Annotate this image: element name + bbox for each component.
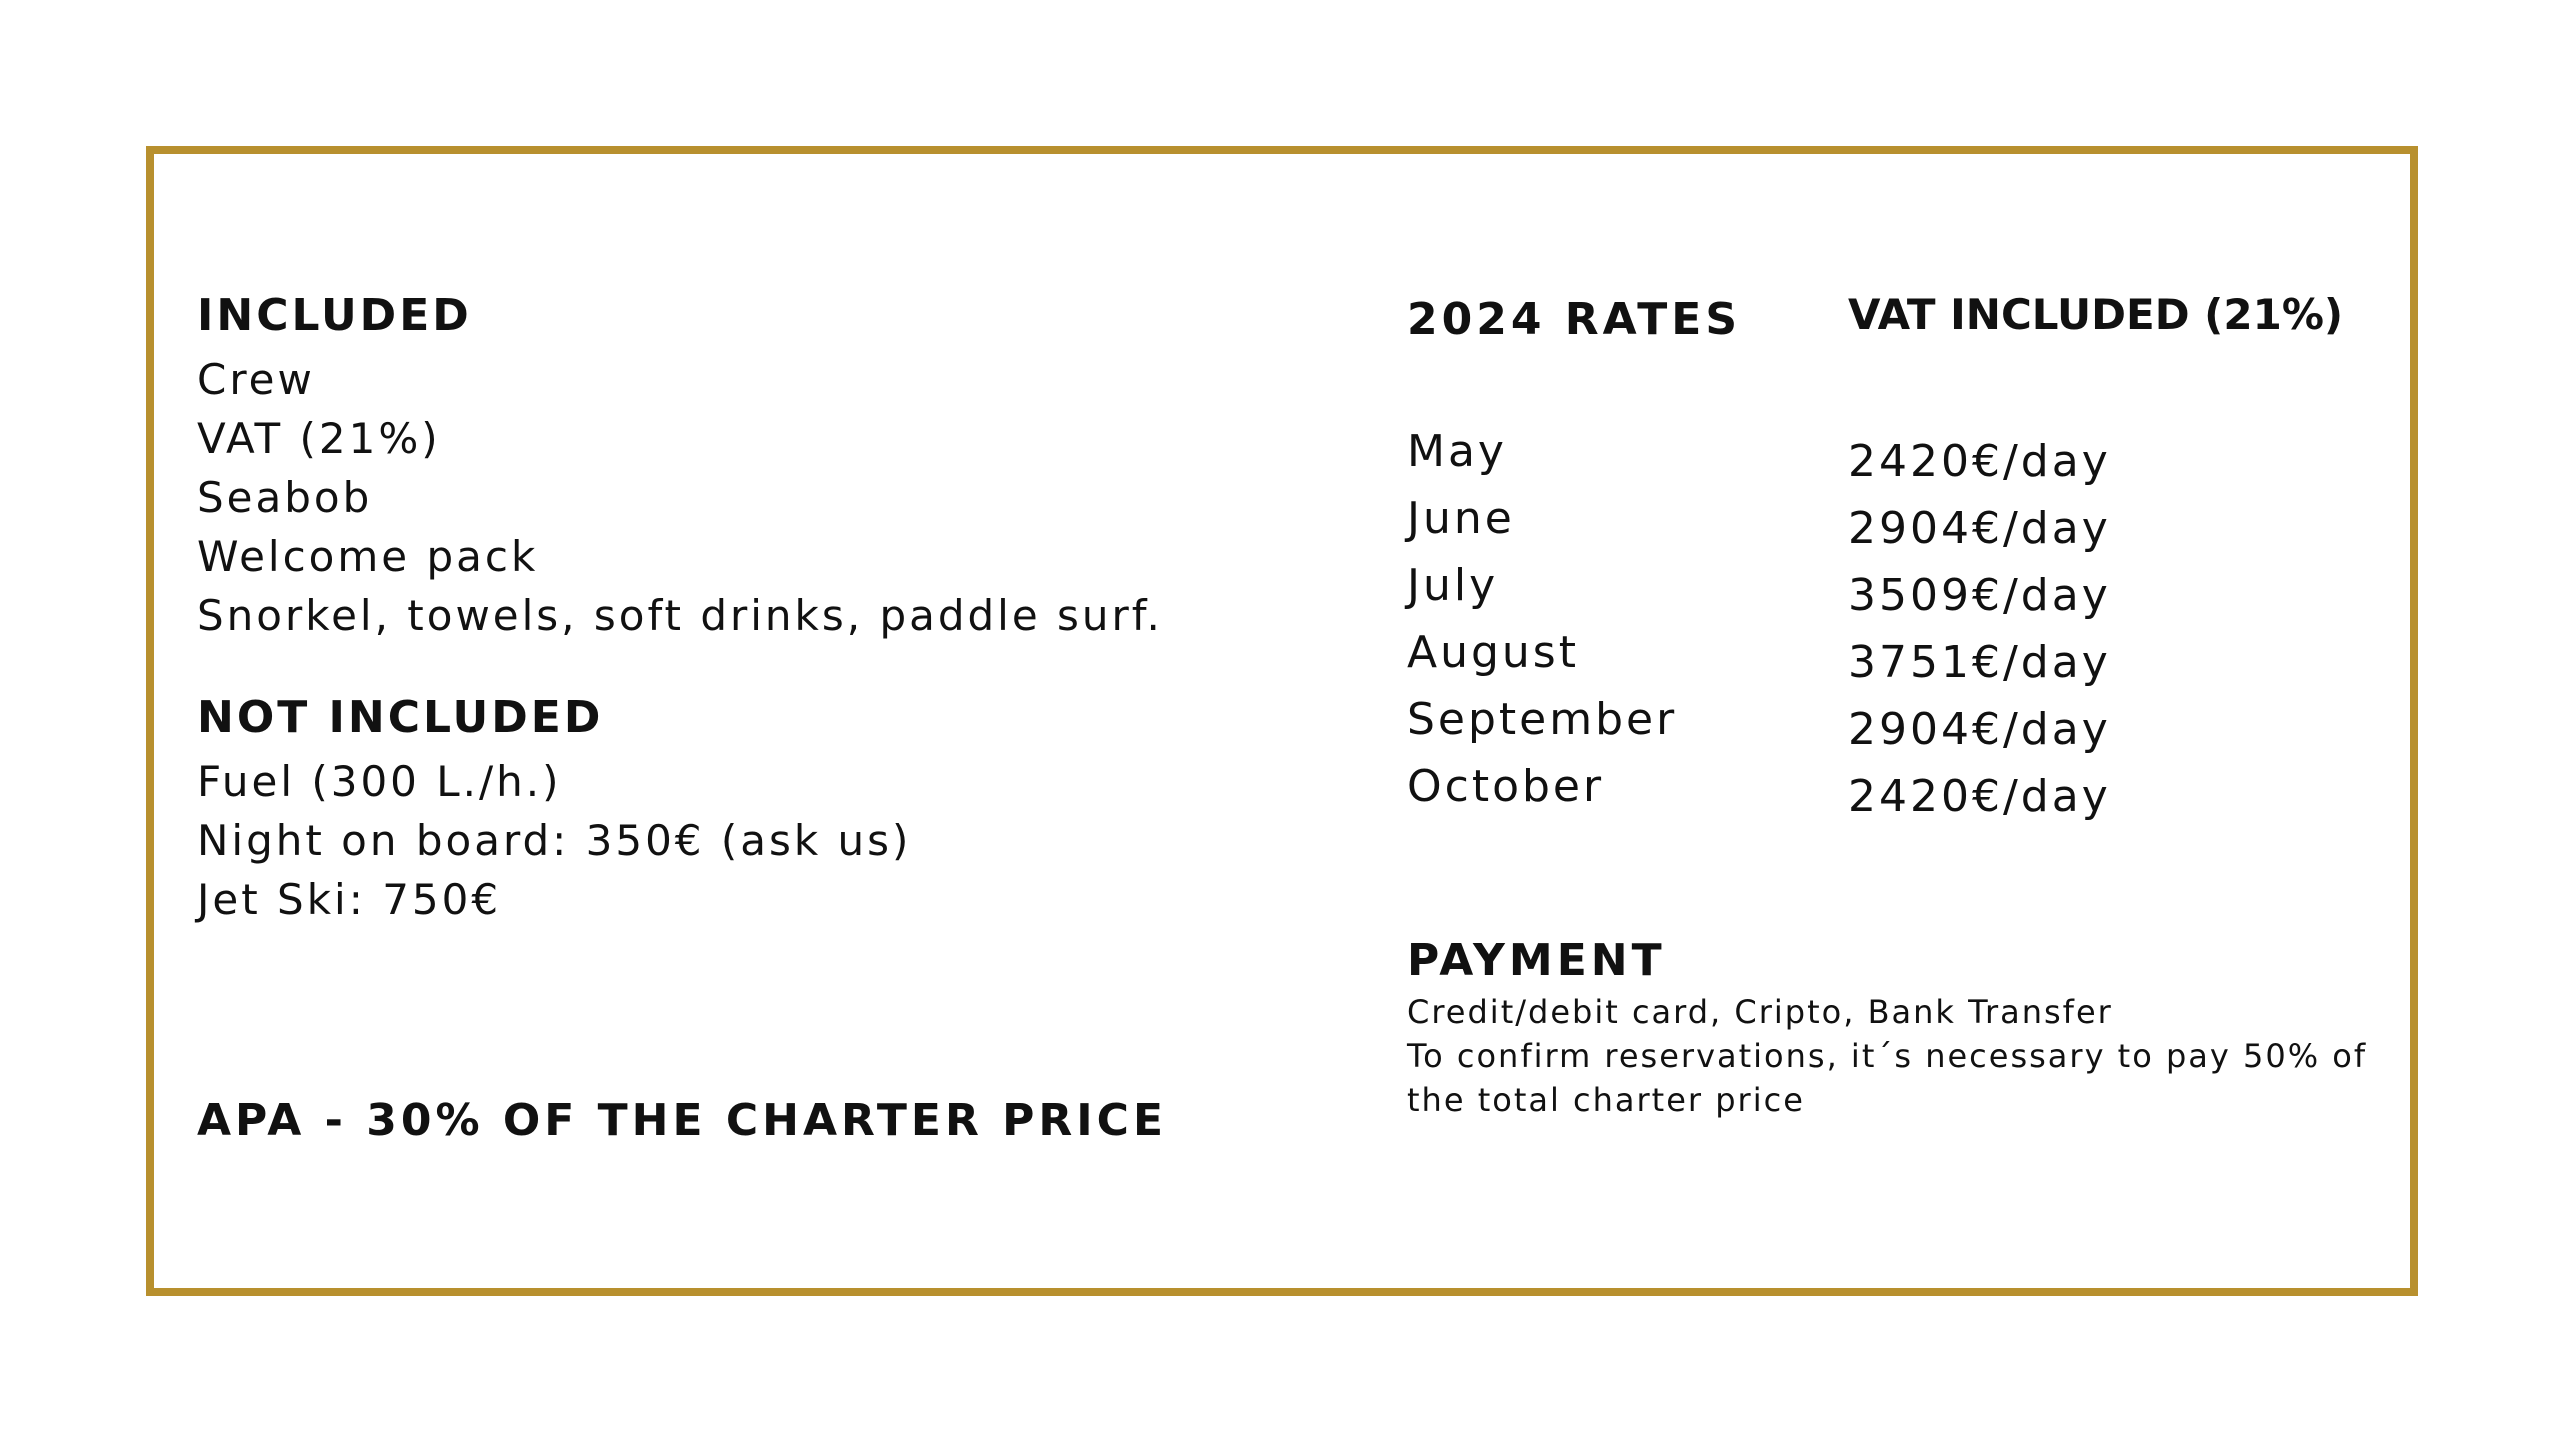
list-item: Welcome pack: [197, 532, 539, 581]
rate-cell: 2420€/day: [1848, 436, 2111, 487]
table-row: [1407, 485, 2111, 552]
month-cell: July: [1407, 560, 1499, 611]
payment-methods: Credit/debit card, Cripto, Bank Transfer: [1407, 993, 2113, 1031]
payment-details: [1407, 990, 2407, 1122]
included-list: [197, 350, 1163, 645]
list-item: Snorkel, towels, soft drinks, paddle surf.: [197, 591, 1163, 640]
not-included-heading: NOT INCLUDED: [197, 692, 604, 743]
rates-table: [1407, 418, 2111, 820]
list-item: Night on board: 350€ (ask us): [197, 816, 912, 865]
apa-heading: APA - 30% OF THE CHARTER PRICE: [197, 1095, 1168, 1146]
rate-cell: 2420€/day: [1848, 771, 2111, 822]
rate-cell: 3509€/day: [1848, 570, 2111, 621]
list-item: Seabob: [197, 473, 373, 522]
rate-cell: 2904€/day: [1848, 704, 2111, 755]
month-cell: May: [1407, 426, 1507, 477]
payment-heading: PAYMENT: [1407, 935, 1666, 986]
not-included-list: [197, 752, 911, 929]
table-row: [1407, 753, 2111, 820]
vat-included-note: VAT INCLUDED (21%): [1848, 290, 2344, 339]
month-cell: June: [1407, 493, 1515, 544]
list-item: VAT (21%): [197, 414, 441, 463]
payment-note: To confirm reservations, it´s necessary to pay 50% of the total charter price: [1407, 1037, 2368, 1119]
rates-heading: 2024 RATES: [1407, 294, 1742, 345]
table-row: [1407, 418, 2111, 485]
list-item: Jet Ski: 750€: [197, 875, 502, 924]
table-row: [1407, 686, 2111, 753]
table-row: [1407, 619, 2111, 686]
month-cell: October: [1407, 761, 1605, 812]
list-item: Crew: [197, 355, 315, 404]
month-cell: August: [1407, 627, 1579, 678]
rate-cell: 3751€/day: [1848, 637, 2111, 688]
table-row: [1407, 552, 2111, 619]
month-cell: September: [1407, 694, 1678, 745]
rate-cell: 2904€/day: [1848, 503, 2111, 554]
list-item: Fuel (300 L./h.): [197, 757, 562, 806]
included-heading: INCLUDED: [197, 290, 472, 341]
